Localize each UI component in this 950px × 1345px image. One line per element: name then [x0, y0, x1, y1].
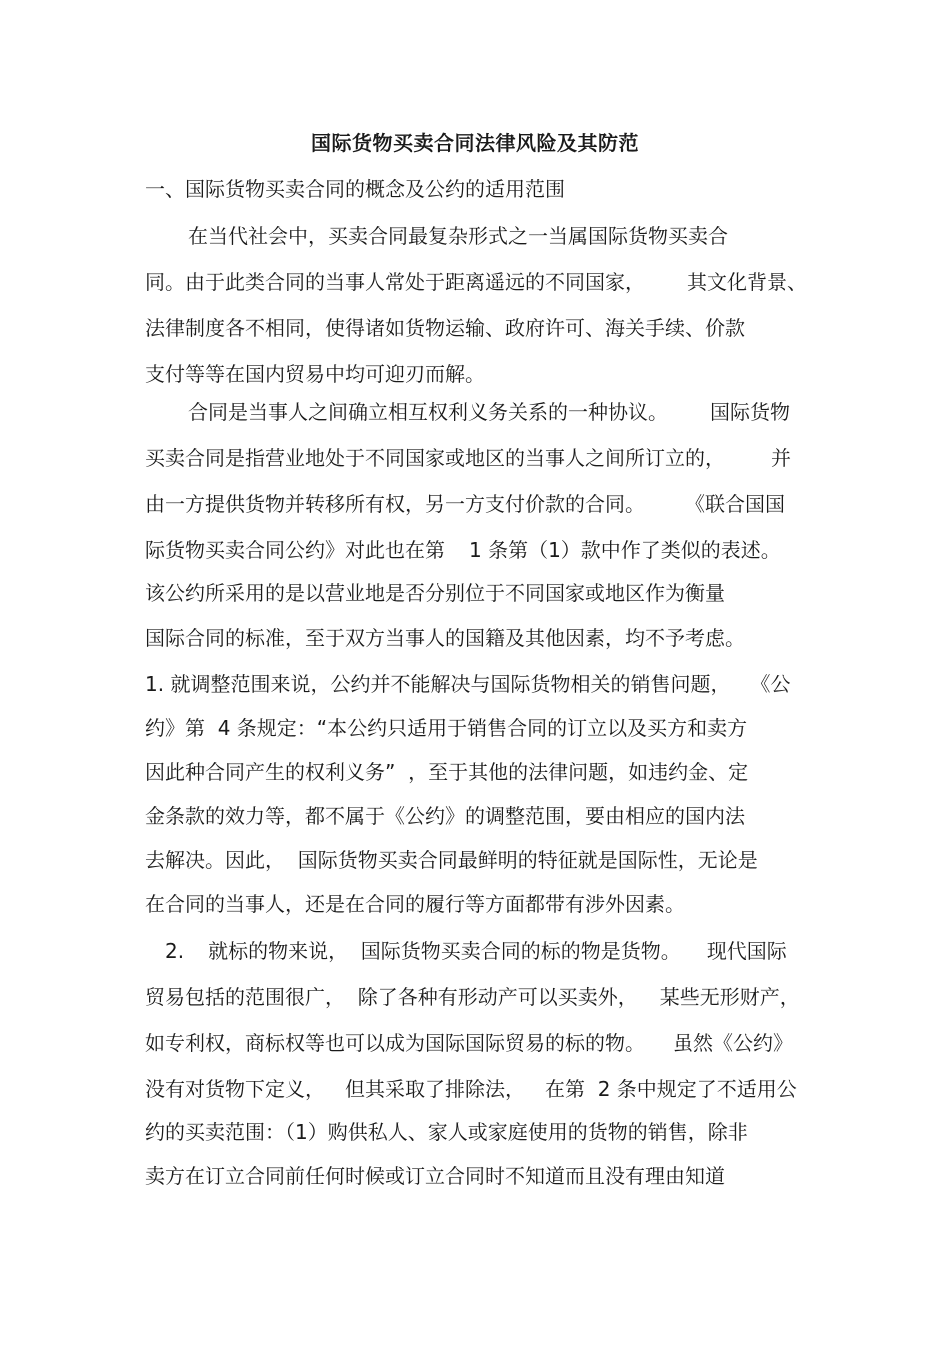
paragraph-3-line-2: 约》第 4 条规定：“本公约只适用于销售合同的订立以及买方和卖方	[145, 716, 748, 740]
paragraph-4-line-2: 贸易包括的范围很广， 除了各种有形动产可以买卖外， 某些无形财产，	[145, 985, 800, 1009]
paragraph-1-line-2: 同。由于此类合同的当事人常处于距离遥远的不同国家， 其文化背景、	[145, 270, 807, 294]
paragraph-4-line-3: 如专利权，商标权等也可以成为国际国际贸易的标的物。 虽然《公约》	[145, 1031, 793, 1055]
paragraph-4-line-4: 没有对货物下定义， 但其采取了排除法， 在第 2 条中规定了不适用公	[145, 1077, 797, 1101]
paragraph-1-line-4: 支付等等在国内贸易中均可迎刃而解。	[145, 362, 485, 386]
paragraph-2-line-3: 由一方提供货物并转移所有权，另一方支付价款的合同。 《联合国国	[145, 492, 785, 516]
paragraph-4-line-5: 约的买卖范围：（1）购供私人、家人或家庭使用的货物的销售，除非	[145, 1120, 748, 1144]
paragraph-3-line-5: 去解决。因此， 国际货物买卖合同最鲜明的特征就是国际性，无论是	[145, 848, 758, 872]
paragraph-1-line-1: 在当代社会中，买卖合同最复杂形式之一当属国际货物买卖合	[188, 224, 728, 248]
paragraph-1-line-3: 法律制度各不相同，使得诸如货物运输、政府许可、海关手续、价款	[145, 316, 745, 340]
paragraph-2-line-5: 该公约所采用的是以营业地是否分别位于不同国家或地区作为衡量	[145, 581, 725, 605]
paragraph-2-line-2: 买卖合同是指营业地处于不同国家或地区的当事人之间所订立的， 并	[145, 446, 791, 470]
document-title: 国际货物买卖合同法律风险及其防范	[311, 131, 639, 155]
paragraph-4-line-6: 卖方在订立合同前任何时候或订立合同时不知道而且没有理由知道	[145, 1164, 725, 1188]
paragraph-2-line-6: 国际合同的标准，至于双方当事人的国籍及其他因素，均不予考虑。	[145, 626, 745, 650]
section-heading: 一、国际货物买卖合同的概念及公约的适用范围	[145, 177, 565, 201]
paragraph-2-line-4: 际货物买卖合同公约》对此也在第 1 条第（1）款中作了类似的表述。	[145, 538, 781, 562]
paragraph-3-line-6: 在合同的当事人，还是在合同的履行等方面都带有涉外因素。	[145, 892, 685, 916]
paragraph-3-line-3: 因此种合同产生的权利义务” ，至于其他的法律问题，如违约金、定	[145, 760, 749, 784]
paragraph-2-line-1: 合同是当事人之间确立相互权利义务关系的一种协议。 国际货物	[188, 400, 790, 424]
paragraph-3-line-4: 金条款的效力等，都不属于《公约》的调整范围，要由相应的国内法	[145, 804, 745, 828]
paragraph-3-line-1: 1. 就调整范围来说，公约并不能解决与国际货物相关的销售问题， 《公	[145, 672, 791, 696]
paragraph-4-line-1: 2. 就标的物来说， 国际货物买卖合同的标的物是货物。 现代国际	[165, 939, 787, 963]
